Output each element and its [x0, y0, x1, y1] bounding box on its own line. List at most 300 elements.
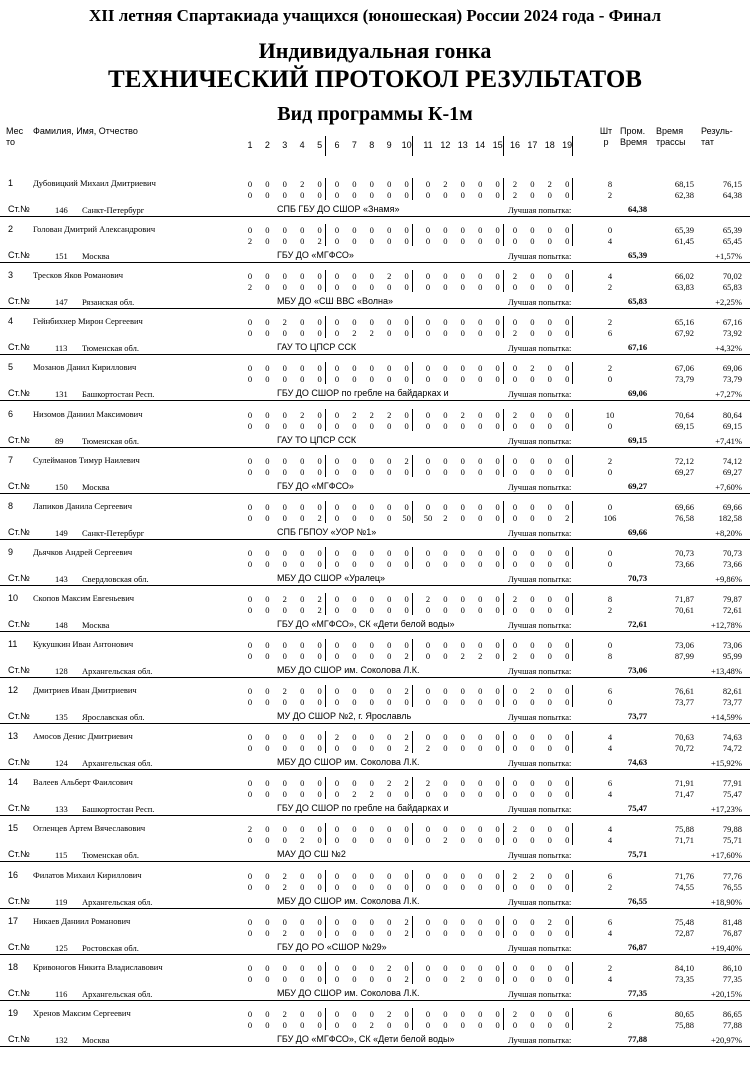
- gate-penalty: 0: [404, 593, 409, 604]
- gate-penalty: 0: [478, 778, 483, 789]
- gate-penalty: 0: [443, 789, 448, 800]
- gate-penalty: 0: [369, 374, 374, 385]
- gate-penalty: 0: [547, 466, 552, 477]
- gate-penalty: 0: [265, 374, 270, 385]
- gate-penalty: 0: [352, 179, 357, 189]
- gate-penalty: 0: [247, 743, 253, 754]
- time-diff: +7,41%: [715, 435, 742, 446]
- gate-divider: [412, 1008, 413, 1030]
- gate-penalty: 0: [443, 697, 448, 708]
- gate-penalty: 0: [369, 547, 374, 558]
- penalty-total: 0: [607, 466, 613, 477]
- gate-penalty: 0: [460, 697, 465, 708]
- gate-penalty: 0: [300, 236, 305, 247]
- gate-penalty: 0: [495, 236, 500, 247]
- gate-penalty: 0: [443, 962, 448, 973]
- gate-penalty: 0: [530, 1008, 535, 1019]
- gate-penalty: 0: [478, 697, 483, 708]
- gate-penalty: 0: [282, 501, 287, 512]
- gate-penalty: 0: [404, 604, 409, 615]
- gate-penalty: 0: [282, 282, 287, 293]
- gate-penalty: 0: [443, 870, 448, 881]
- gate-penalty: 0: [530, 547, 535, 558]
- gate-penalty: 0: [387, 374, 392, 385]
- best-time: 75,71: [628, 849, 648, 860]
- best-time: 65,83: [628, 296, 648, 307]
- start-no-label: Ст.№: [8, 803, 30, 814]
- gate-divider: [503, 823, 504, 845]
- gate-penalty: 0: [547, 409, 552, 420]
- gate-penalty: 0: [317, 743, 322, 754]
- gate-penalty: 0: [282, 236, 287, 247]
- bib-number: 119: [55, 896, 68, 907]
- gate-penalty: 0: [565, 778, 570, 789]
- gate-penalty: 0: [547, 328, 552, 339]
- gate-penalty: 0: [352, 282, 357, 293]
- start-no-label: Ст.№: [8, 941, 30, 952]
- gate-divider: [503, 962, 504, 984]
- gate-penalty: 0: [565, 271, 570, 282]
- gate-penalty: 0: [547, 374, 552, 385]
- gate-penalty: 2: [460, 651, 465, 661]
- col-gate: 19: [562, 140, 573, 150]
- best-time: 74,63: [628, 757, 648, 768]
- course-time: 69,27: [674, 466, 694, 477]
- gate-penalty: 0: [565, 225, 570, 236]
- gate-penalty: 0: [478, 282, 483, 293]
- gate-penalty: 0: [300, 962, 305, 973]
- gate-penalty: 0: [369, 558, 374, 569]
- gate-penalty: 2: [387, 778, 392, 789]
- gate-penalty: 0: [282, 778, 287, 789]
- penalty-total: 6: [607, 1008, 613, 1019]
- gate-penalty: 0: [512, 225, 518, 236]
- gate-penalty: 0: [247, 881, 253, 892]
- gate-penalty: 0: [282, 179, 287, 189]
- gate-penalty: 0: [334, 512, 340, 523]
- gate-penalty: 0: [565, 686, 570, 697]
- gate-penalty: 0: [565, 374, 570, 385]
- gate-penalty: 0: [565, 282, 570, 293]
- gate-penalty: 0: [530, 789, 535, 800]
- club: ГАУ ТО ЦПСР ССК: [277, 342, 357, 353]
- gate-penalty: 0: [317, 420, 322, 431]
- run-result: 69,06: [722, 363, 742, 374]
- athlete-name: Лапиков Данила Сергеевич: [33, 500, 132, 511]
- gate-penalty: 0: [443, 455, 448, 466]
- gate-penalty: 0: [512, 1019, 518, 1030]
- course-time: 74,55: [674, 881, 694, 892]
- gate-penalty: 0: [387, 824, 392, 835]
- row-separator: [0, 308, 750, 309]
- gate-divider: [325, 823, 326, 845]
- gate-penalty: 0: [512, 455, 518, 466]
- gate-divider: [572, 1008, 573, 1030]
- best-time: 69,66: [628, 526, 648, 537]
- col-gate: 18: [544, 140, 555, 150]
- best-run-label: Лучшая попытка:: [508, 758, 572, 769]
- place-number: 14: [8, 777, 19, 788]
- gate-penalty: 0: [495, 179, 500, 189]
- gate-penalty: 0: [512, 236, 518, 247]
- time-diff: +12,78%: [711, 619, 742, 630]
- start-no-label: Ст.№: [8, 895, 30, 906]
- gate-penalty: 0: [369, 190, 374, 200]
- gate-penalty: 0: [478, 363, 483, 374]
- gate-penalty: 0: [282, 1019, 287, 1030]
- gate-penalty: 0: [404, 282, 409, 293]
- gate-penalty: 0: [495, 1008, 500, 1019]
- course-time: 76,61: [674, 686, 694, 697]
- course-time: 75,88: [674, 824, 694, 835]
- gate-divider: [412, 593, 413, 615]
- gate-penalty: 0: [265, 317, 270, 328]
- gate-penalty: 0: [334, 697, 340, 708]
- gate-penalty: 0: [565, 962, 570, 973]
- gate-penalty: 0: [282, 374, 287, 385]
- gate-penalty: 0: [460, 282, 465, 293]
- bib-number: 148: [55, 619, 68, 630]
- gate-penalty: 2: [512, 824, 518, 835]
- gate-penalty: 0: [334, 640, 340, 650]
- gate-penalty: 0: [300, 697, 305, 708]
- gate-penalty: 0: [460, 374, 465, 385]
- gate-penalty: 0: [443, 501, 448, 512]
- gate-penalty: 0: [387, 973, 392, 984]
- gate-penalty: 0: [352, 455, 357, 466]
- best-time: 69,27: [628, 480, 648, 491]
- gate-penalty: 2: [352, 409, 357, 420]
- gate-penalty: 0: [317, 732, 322, 743]
- best-time: 75,47: [628, 803, 648, 814]
- gate-penalty: 0: [460, 916, 465, 927]
- penalty-total: 6: [607, 686, 613, 697]
- gate-divider: [412, 777, 413, 799]
- gate-penalty: 0: [265, 225, 270, 236]
- gate-penalty: 0: [425, 409, 431, 420]
- gate-penalty: 0: [247, 547, 253, 558]
- gate-penalty: 0: [387, 328, 392, 339]
- gate-penalty: 0: [387, 420, 392, 431]
- gate-penalty: 0: [404, 363, 409, 374]
- col-gate: 11: [423, 140, 433, 150]
- gate-penalty: 0: [512, 732, 518, 743]
- best-time: 77,88: [628, 1033, 648, 1044]
- gate-penalty: 2: [247, 824, 253, 835]
- gate-penalty: 0: [495, 927, 500, 938]
- gate-penalty: 0: [369, 593, 374, 604]
- time-diff: +2,25%: [715, 297, 742, 308]
- gate-penalty: 0: [547, 317, 552, 328]
- gate-penalty: 0: [443, 778, 448, 789]
- gate-penalty: 0: [265, 870, 270, 881]
- gate-divider: [412, 455, 413, 477]
- gate-penalty: 2: [300, 409, 305, 420]
- gate-penalty: 0: [512, 512, 518, 523]
- gate-penalty: 0: [443, 743, 448, 754]
- gate-penalty: 0: [404, 317, 409, 328]
- gate-penalty: 2: [369, 409, 374, 420]
- gate-penalty: 0: [387, 870, 392, 881]
- gate-penalty: 0: [404, 236, 409, 247]
- gate-penalty: 0: [247, 466, 253, 477]
- run-result: 75,71: [722, 835, 742, 846]
- run-result: 70,02: [722, 271, 742, 282]
- time-diff: +17,23%: [711, 804, 742, 815]
- gate-penalty: 2: [282, 317, 287, 328]
- gate-penalty: 0: [530, 271, 535, 282]
- athlete-name: Голован Дмитрий Александрович: [33, 224, 156, 235]
- region: Архангельская обл.: [82, 988, 153, 999]
- gate-penalty: 0: [495, 455, 500, 466]
- col-result: Резуль- тат: [701, 126, 733, 147]
- gate-penalty: 0: [282, 225, 287, 236]
- gate-penalty: 0: [352, 835, 357, 846]
- gate-penalty: 0: [512, 420, 518, 431]
- gate-penalty: 0: [404, 558, 409, 569]
- gate-penalty: 0: [425, 1008, 431, 1019]
- gate-penalty: 0: [265, 190, 270, 200]
- run-result: 77,76: [722, 870, 742, 881]
- gate-penalty: 0: [334, 778, 340, 789]
- club: ГБУ ДО «МГФСО», СК «Дети белой воды»: [277, 618, 455, 629]
- time-diff: +4,32%: [715, 343, 742, 354]
- bib-number: 133: [55, 804, 68, 815]
- gate-penalty: 0: [512, 640, 518, 650]
- table-row: [0, 685, 750, 731]
- gate-penalty: 0: [565, 927, 570, 938]
- penalty-total: 2: [607, 363, 613, 374]
- gate-penalty: 0: [247, 593, 253, 604]
- gate-penalty: 0: [512, 916, 518, 927]
- gate-penalty: 0: [404, 881, 409, 892]
- table-row: [0, 823, 750, 869]
- row-separator: [0, 1046, 750, 1047]
- gate-penalty: 0: [387, 697, 392, 708]
- best-time: 65,39: [628, 250, 648, 261]
- gate-penalty: 0: [512, 466, 518, 477]
- best-run-label: Лучшая попытка:: [508, 389, 572, 400]
- gate-penalty: 0: [352, 558, 357, 569]
- best-run-label: Лучшая попытка:: [508, 988, 572, 999]
- start-no-label: Ст.№: [8, 204, 30, 214]
- gate-penalty: 0: [334, 870, 340, 881]
- gate-penalty: 0: [478, 881, 483, 892]
- gate-divider: [412, 916, 413, 938]
- time-diff: +19,40%: [711, 942, 742, 953]
- gate-penalty: 0: [352, 927, 357, 938]
- column-header: [0, 125, 750, 155]
- penalty-total: 2: [607, 317, 613, 328]
- gate-penalty: 0: [512, 881, 518, 892]
- gate-divider: [572, 870, 573, 892]
- gate-penalty: 0: [530, 973, 535, 984]
- course-time: 71,47: [674, 789, 694, 800]
- start-no-label: Ст.№: [8, 849, 30, 860]
- penalty-total: 0: [607, 558, 613, 569]
- gate-divider: [325, 593, 326, 615]
- gate-penalty: 0: [265, 328, 270, 339]
- region: Архангельская обл.: [82, 758, 153, 769]
- gate-penalty: 0: [352, 363, 357, 374]
- gate-divider: [412, 962, 413, 984]
- best-run-label: Лучшая попытка:: [508, 942, 572, 953]
- gate-penalty: 0: [425, 374, 431, 385]
- gate-penalty: 0: [460, 789, 465, 800]
- course-time: 70,61: [674, 604, 694, 615]
- gate-penalty: 0: [404, 409, 409, 420]
- gate-penalty: 0: [460, 1019, 465, 1030]
- gate-penalty: 0: [282, 271, 287, 282]
- gate-penalty: 0: [460, 824, 465, 835]
- gate-penalty: 0: [334, 789, 340, 800]
- gate-penalty: 0: [425, 558, 431, 569]
- gate-penalty: 0: [565, 916, 570, 927]
- gate-penalty: 0: [460, 835, 465, 846]
- place-number: 3: [8, 270, 14, 281]
- gate-penalty: 0: [265, 236, 270, 247]
- gate-penalty: 0: [404, 640, 409, 650]
- gate-penalty: 0: [265, 743, 270, 754]
- gate-penalty: 0: [300, 743, 305, 754]
- gate-divider: [325, 224, 326, 246]
- gate-penalty: 0: [334, 593, 340, 604]
- col-place: Мес то: [6, 126, 24, 147]
- gate-penalty: 0: [369, 835, 374, 846]
- gate-penalty: 0: [512, 743, 518, 754]
- gate-penalty: 0: [369, 363, 374, 374]
- bib-number: 131: [55, 389, 68, 400]
- course-time: 70,63: [674, 732, 694, 743]
- gate-divider: [325, 455, 326, 477]
- gate-penalty: 0: [565, 420, 570, 431]
- gate-penalty: 0: [317, 271, 322, 282]
- gate-penalty: 0: [334, 1019, 340, 1030]
- best-run-label: Лучшая попытка:: [508, 343, 572, 354]
- gate-penalty: 0: [265, 1019, 270, 1030]
- gate-divider: [572, 136, 573, 156]
- table-row: [0, 316, 750, 362]
- gate-penalty: 0: [300, 881, 305, 892]
- gate-penalty: 2: [387, 1008, 392, 1019]
- athlete-name: Тресков Яков Романович: [33, 270, 124, 281]
- gate-penalty: 0: [404, 835, 409, 846]
- gate-penalty: 0: [478, 374, 483, 385]
- gate-penalty: 0: [478, 743, 483, 754]
- run-result: 76,15: [722, 179, 742, 189]
- gate-divider: [503, 316, 504, 338]
- gate-penalty: 0: [404, 824, 409, 835]
- gate-penalty: 0: [530, 455, 535, 466]
- gate-penalty: 0: [265, 973, 270, 984]
- gate-penalty: 0: [300, 547, 305, 558]
- gate-penalty: 0: [369, 466, 374, 477]
- gate-penalty: 0: [352, 778, 357, 789]
- gate-penalty: 0: [369, 686, 374, 697]
- run-result: 64,38: [722, 190, 742, 200]
- place-number: 17: [8, 915, 19, 926]
- gate-penalty: 0: [460, 604, 465, 615]
- gate-penalty: 0: [352, 916, 357, 927]
- gate-penalty: 0: [425, 962, 431, 973]
- gate-penalty: 0: [460, 593, 465, 604]
- gate-penalty: 0: [300, 651, 305, 661]
- gate-penalty: 0: [247, 686, 253, 697]
- gate-penalty: 0: [443, 547, 448, 558]
- gate-penalty: 0: [530, 225, 535, 236]
- gate-penalty: 0: [369, 512, 374, 523]
- gate-divider: [325, 639, 326, 661]
- run-result: 182,58: [718, 512, 742, 523]
- region: Тюменская обл.: [82, 343, 140, 354]
- place-number: 8: [8, 500, 14, 511]
- gate-penalty: 0: [369, 697, 374, 708]
- course-time: 69,66: [674, 501, 694, 512]
- gate-penalty: 0: [425, 870, 431, 881]
- gate-penalty: 2: [443, 835, 448, 846]
- gate-penalty: 0: [547, 282, 552, 293]
- bib-number: 147: [55, 297, 68, 308]
- gate-penalty: 0: [478, 916, 483, 927]
- gate-penalty: 0: [300, 916, 305, 927]
- run-result: 73,77: [722, 697, 742, 708]
- gate-penalty: 2: [512, 271, 518, 282]
- run-result: 65,39: [722, 225, 742, 236]
- gate-divider: [412, 870, 413, 892]
- gate-penalty: 0: [565, 640, 570, 650]
- gate-penalty: 2: [387, 962, 392, 973]
- gate-divider: [325, 362, 326, 384]
- col-gate: 1: [247, 140, 253, 150]
- gate-penalty: 2: [282, 593, 287, 604]
- gate-penalty: 0: [300, 363, 305, 374]
- gate-penalty: 0: [300, 732, 305, 743]
- penalty-total: 8: [607, 179, 613, 189]
- table-row: [0, 639, 750, 685]
- gate-penalty: 0: [478, 179, 483, 189]
- gate-divider: [572, 224, 573, 246]
- club: МБУ ДО СШОР им. Соколова Л.К.: [277, 987, 420, 998]
- gate-penalty: 2: [478, 651, 483, 661]
- col-gate: 6: [334, 140, 340, 150]
- gate-penalty: 0: [443, 409, 448, 420]
- gate-penalty: 0: [565, 789, 570, 800]
- gate-penalty: 0: [495, 835, 500, 846]
- athlete-name: Дубовицкий Михаил Дмитриевич: [33, 178, 156, 188]
- gate-divider: [572, 962, 573, 984]
- best-time: 67,16: [628, 342, 648, 353]
- gate-penalty: 0: [265, 363, 270, 374]
- col-gate: 12: [440, 140, 451, 150]
- gate-penalty: 0: [443, 420, 448, 431]
- gate-penalty: 0: [495, 1019, 500, 1030]
- gate-penalty: 2: [387, 409, 392, 420]
- penalty-total: 2: [607, 962, 613, 973]
- gate-penalty: 0: [300, 870, 305, 881]
- run-result: 76,55: [722, 881, 742, 892]
- gate-penalty: 0: [247, 835, 253, 846]
- gate-penalty: 0: [495, 651, 500, 661]
- course-time: 80,65: [674, 1008, 694, 1019]
- gate-penalty: 0: [495, 512, 500, 523]
- gate-penalty: 0: [547, 455, 552, 466]
- place-number: 19: [8, 1007, 19, 1018]
- run-result: 82,61: [722, 686, 742, 697]
- gate-penalty: 0: [247, 604, 253, 615]
- run-result: 77,91: [722, 778, 742, 789]
- gate-penalty: 0: [282, 835, 287, 846]
- gate-penalty: 0: [265, 593, 270, 604]
